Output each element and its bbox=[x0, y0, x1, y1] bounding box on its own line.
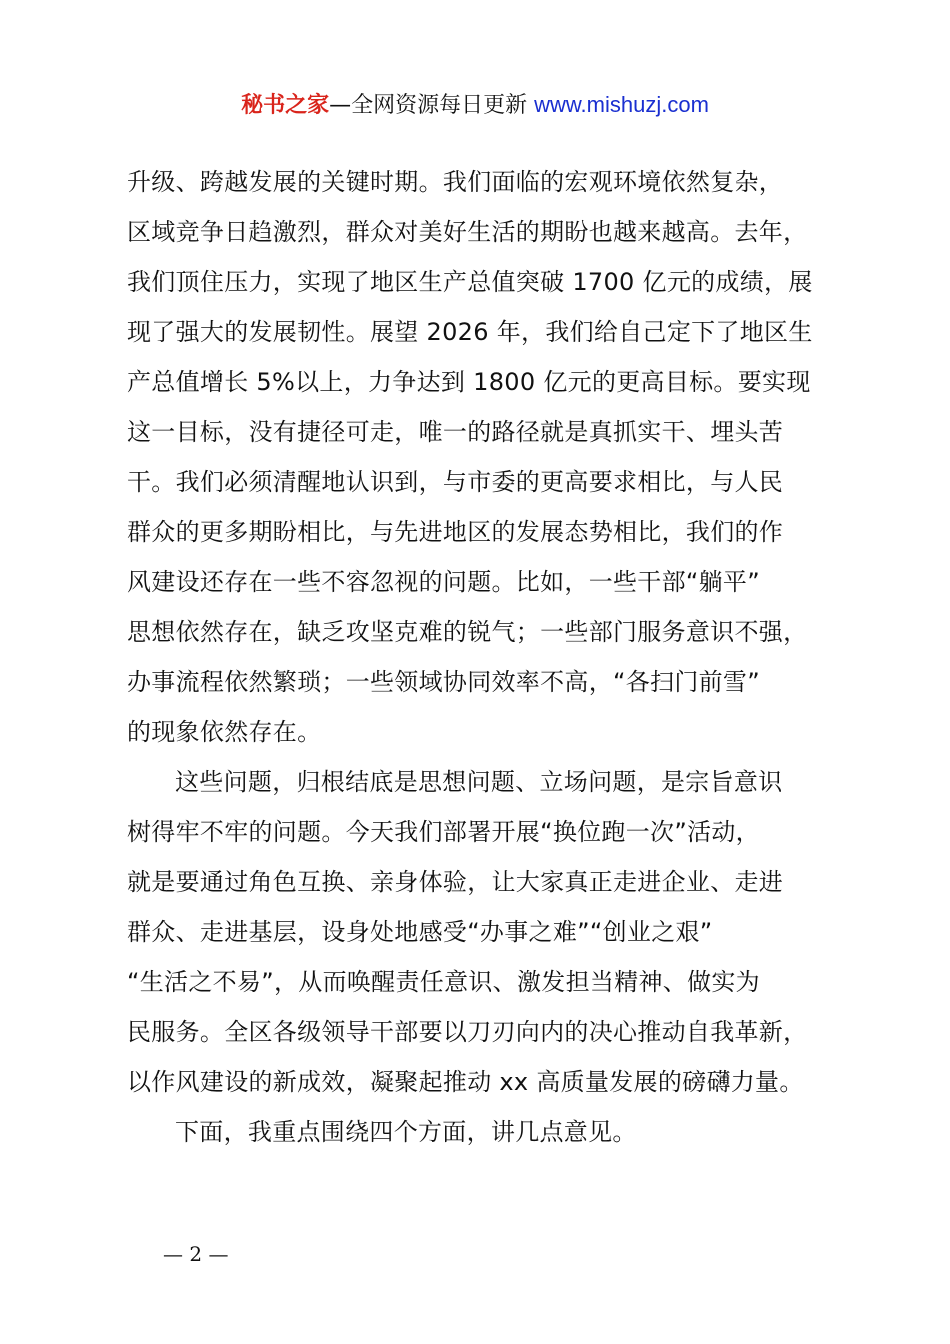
site-header bbox=[0, 88, 950, 123]
paragraph-line: 产总值增长 5%以上，力争达到 1800 亿元的更高目标。要实现 bbox=[127, 368, 811, 396]
paragraph-line: 现了强大的发展韧性。展望 2026 年，我们给自己定下了地区生 bbox=[127, 318, 813, 346]
paragraph-line: 这一目标，没有捷径可走，唯一的路径就是真抓实干、埋头苦 bbox=[127, 418, 784, 446]
site-url-link[interactable]: www.mishuzj.com bbox=[534, 92, 709, 117]
paragraph-line: 我们顶住压力，实现了地区生产总值突破 1700 亿元的成绩，展 bbox=[127, 268, 813, 296]
paragraph-line: 以作风建设的新成效，凝聚起推动 xx 高质量发展的磅礴力量。 bbox=[127, 1068, 804, 1096]
paragraph-line: 的现象依然存在。 bbox=[127, 718, 322, 746]
paragraph-line: 群众的更多期盼相比，与先进地区的发展态势相比，我们的作 bbox=[127, 518, 784, 546]
brand-name: 秘书之家 bbox=[241, 93, 330, 118]
page-number: — 2 — bbox=[163, 1242, 229, 1266]
paragraph-line: 思想依然存在，缺乏攻坚克难的锐气；一些部门服务意识不强， bbox=[127, 618, 808, 646]
paragraph-line: 就是要通过角色互换、亲身体验，让大家真正走进企业、走进 bbox=[127, 868, 784, 896]
paragraph-line: 群众、走进基层，设身处地感受“办事之难”“创业之艰” bbox=[127, 918, 713, 946]
document-body bbox=[127, 157, 827, 1157]
paragraph-line: 树得牢不牢的问题。今天我们部署开展“换位跑一次”活动， bbox=[127, 818, 760, 846]
paragraph-line: “生活之不易”，从而唤醒责任意识、激发担当精神、做实为 bbox=[127, 968, 760, 996]
paragraph-line: 干。我们必须清醒地认识到，与市委的更高要求相比，与人民 bbox=[127, 468, 784, 496]
paragraph-line: 办事流程依然繁琐；一些领域协同效率不高，“各扫门前雪” bbox=[127, 668, 760, 696]
header-tagline: —全网资源每日更新 bbox=[329, 93, 528, 118]
paragraph-line: 下面，我重点围绕四个方面，讲几点意见。 bbox=[175, 1118, 637, 1146]
paragraph-line: 升级、跨越发展的关键时期。我们面临的宏观环境依然复杂， bbox=[127, 168, 784, 196]
paragraph-line: 民服务。全区各级领导干部要以刀刃向内的决心推动自我革新， bbox=[127, 1018, 808, 1046]
paragraph-line: 这些问题，归根结底是思想问题、立场问题，是宗旨意识 bbox=[175, 768, 783, 796]
paragraph-line: 风建设还存在一些不容忽视的问题。比如，一些干部“躺平” bbox=[127, 568, 760, 596]
paragraph-line: 区域竞争日趋激烈，群众对美好生活的期盼也越来越高。去年， bbox=[127, 218, 808, 246]
